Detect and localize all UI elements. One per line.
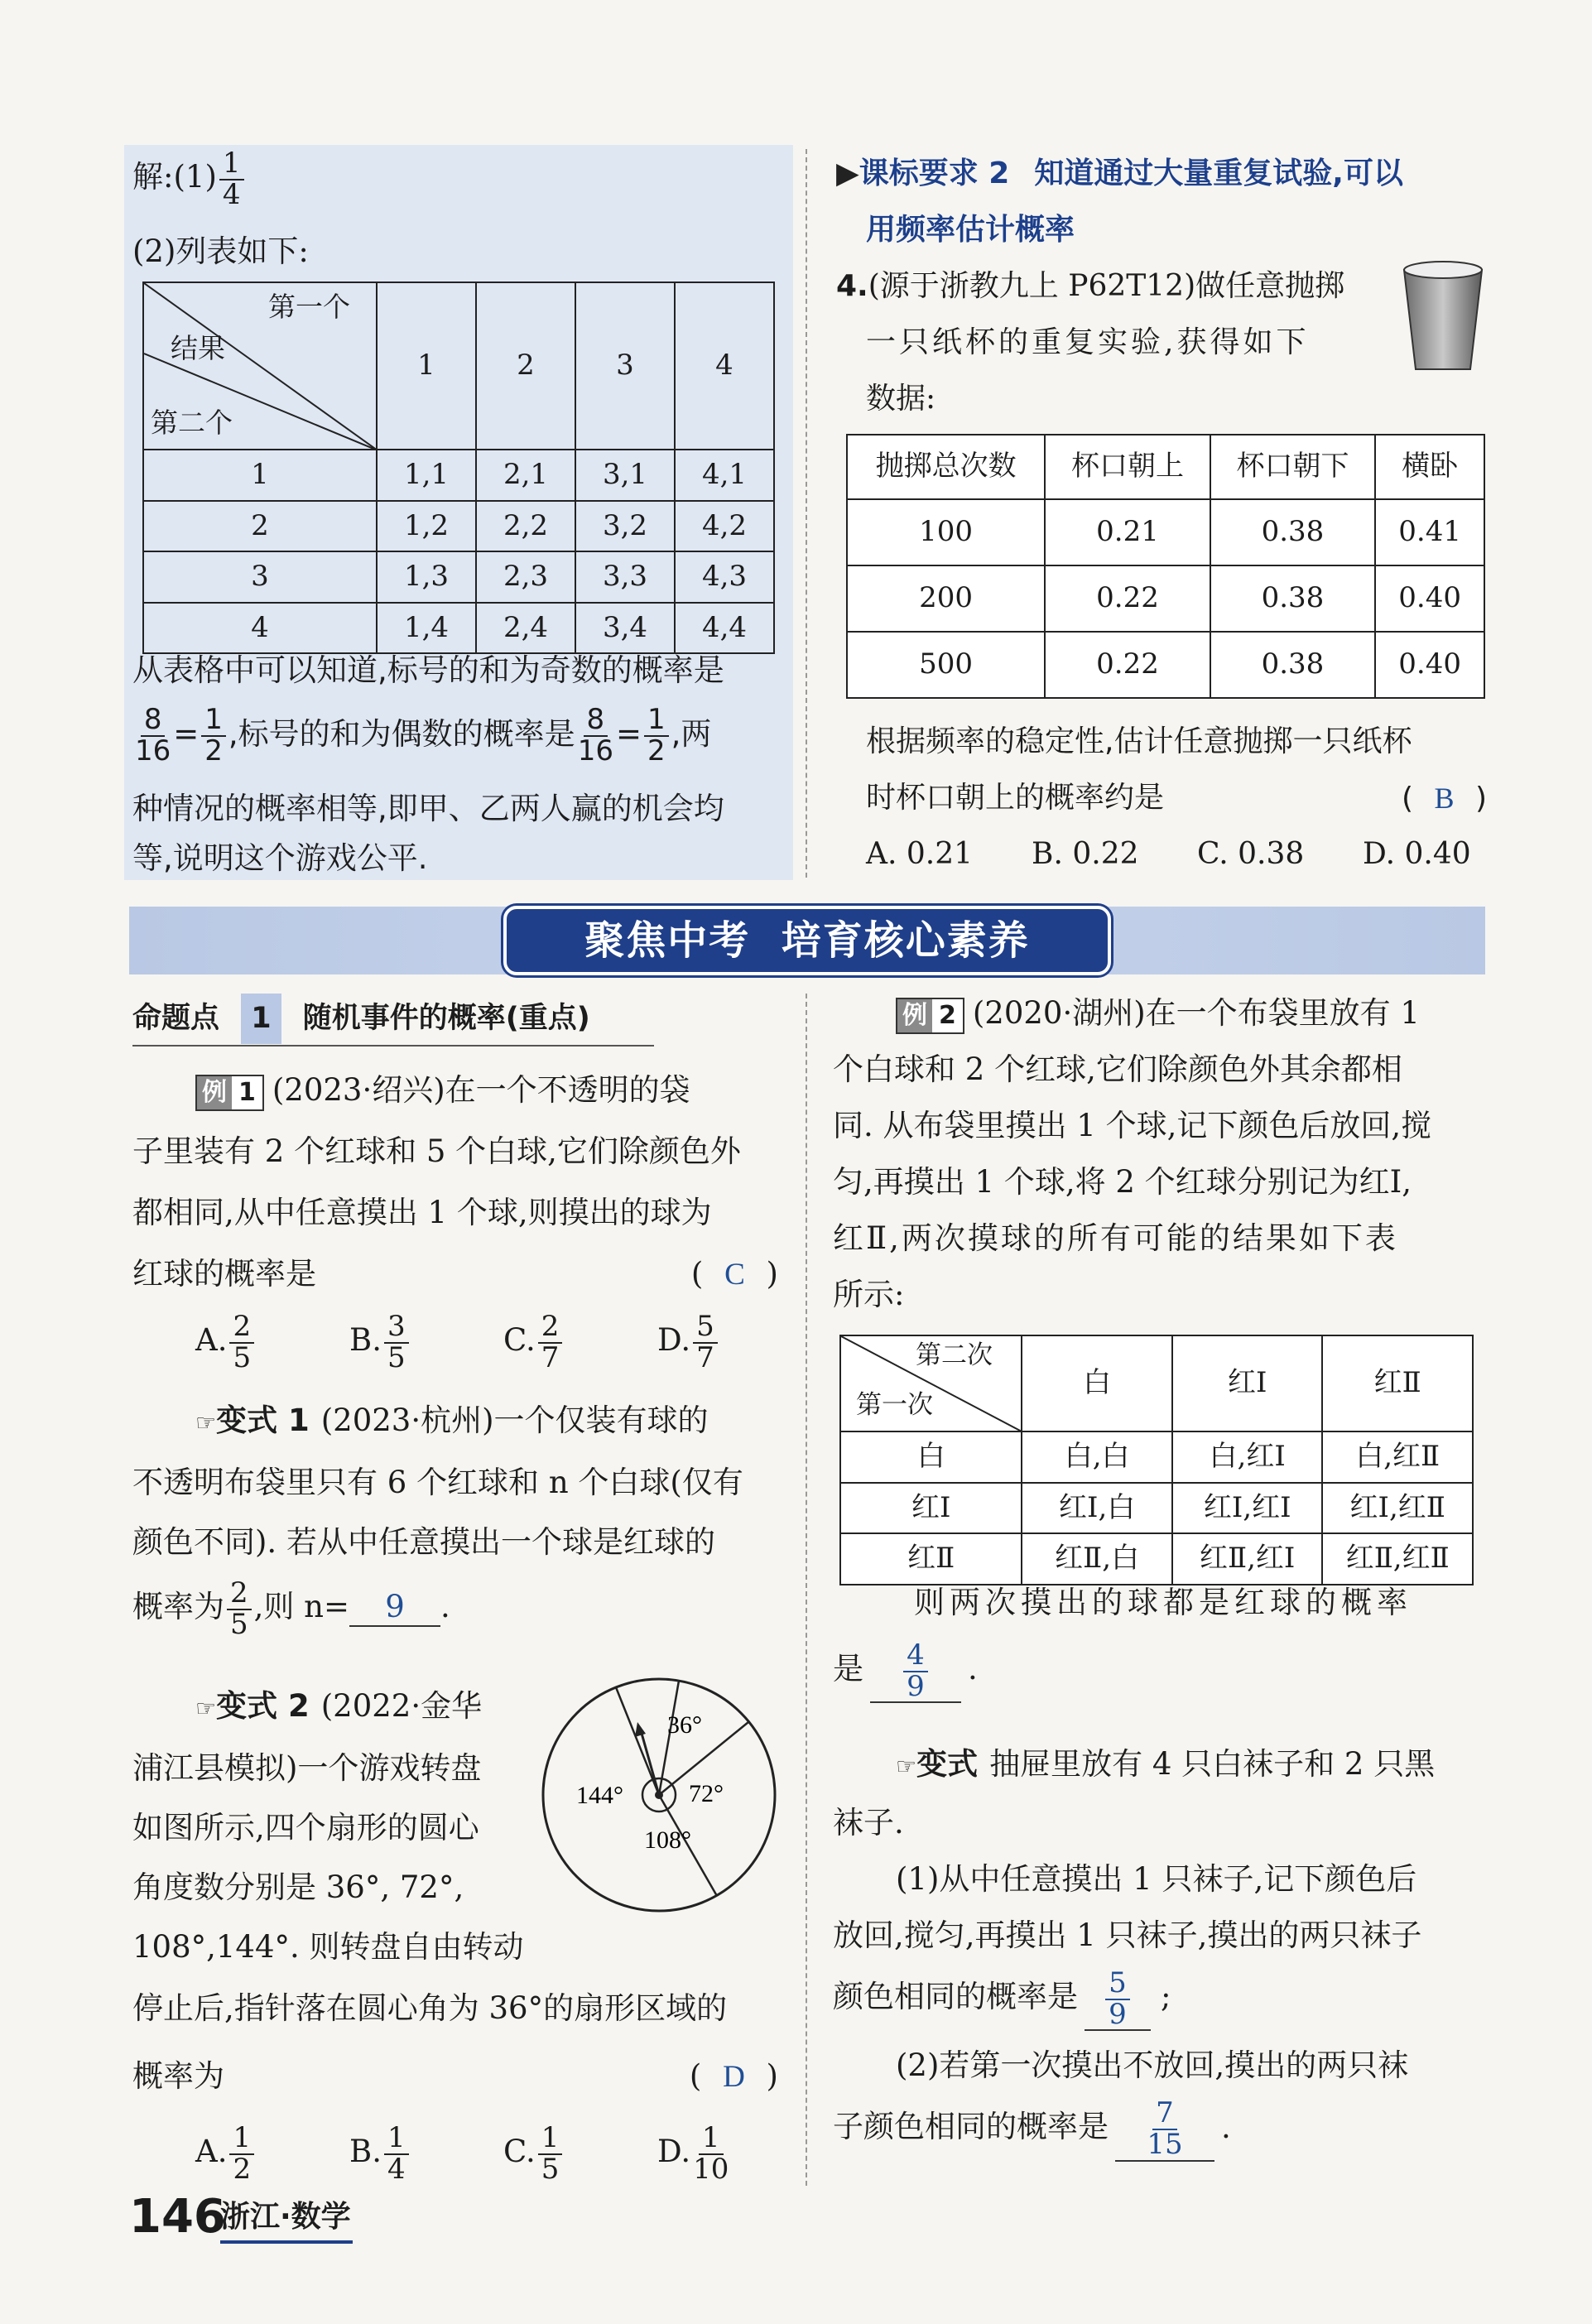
solution-part2-intro: (2)列表如下: xyxy=(132,233,309,269)
column-header: 杯口朝下 xyxy=(1210,435,1375,499)
table-cell: 红Ⅱ,白 xyxy=(1022,1533,1172,1585)
choice-c: C. $\frac{2}{7}$ xyxy=(503,1312,657,1373)
table-cell: 1,1 xyxy=(377,450,476,501)
choice-b: B. $\frac{3}{5}$ xyxy=(349,1312,503,1373)
answer-mark: D xyxy=(723,2060,745,2094)
choice-d: D. $\frac{1}{10}$ xyxy=(657,2121,729,2186)
column-header: 1 xyxy=(377,282,476,450)
spinner-label-144: 144° xyxy=(576,1782,623,1809)
fraction: $\frac{1}{4}$ xyxy=(219,149,244,209)
row-header: 红Ⅰ xyxy=(840,1483,1022,1534)
conclusion-line-4: 等,说明这个游戏公平. xyxy=(132,840,428,876)
choice-a: A. 0.21 xyxy=(866,837,974,871)
sum-table xyxy=(142,281,775,654)
table-cell: 4,2 xyxy=(675,501,774,552)
table-cell: 4,4 xyxy=(675,603,774,654)
table-cell: 0.40 xyxy=(1375,632,1484,698)
column-header: 横卧 xyxy=(1375,435,1484,499)
variant-2-choices xyxy=(195,2121,731,2186)
column-header: 抛掷总次数 xyxy=(847,435,1045,499)
table-cell: 1,4 xyxy=(377,603,476,654)
table-cell: 3,2 xyxy=(575,501,675,552)
table-corner-cell: 第二次 第一次 xyxy=(840,1335,1022,1431)
table-cell: 100 xyxy=(847,499,1045,565)
cup-table xyxy=(846,434,1485,699)
choice-c: C. 0.38 xyxy=(1197,837,1305,871)
table-cell: 2,2 xyxy=(476,501,575,552)
table-cell: 0.38 xyxy=(1210,565,1375,632)
table-cell: 白,红Ⅱ xyxy=(1322,1431,1473,1483)
column-divider xyxy=(806,149,807,878)
table-cell: 红Ⅰ,白 xyxy=(1022,1483,1172,1534)
row-header: 红Ⅱ xyxy=(840,1533,1022,1585)
row-header: 1 xyxy=(143,450,377,501)
triangle-marker-icon: ▶ xyxy=(836,156,859,190)
spinner-diagram xyxy=(535,1671,783,1919)
column-header: 2 xyxy=(476,282,575,450)
conclusion-line-3: 种情况的概率相等,即甲、乙两人赢的机会均 xyxy=(132,791,724,826)
solution-part1: 解:(1) $\frac{1}{4}$ xyxy=(132,149,247,209)
choice-b: B. $\frac{1}{4}$ xyxy=(349,2124,503,2184)
ball-table xyxy=(839,1335,1474,1585)
example-1: 例 1 (2023·绍兴)在一个不透明的袋 子里装有 2 个红球和 5 个白球,它们除颜色外 都相同,从中任意摸出 1 个球,则摸出的球为 红球的概率是 ( C ) xyxy=(132,1072,778,1292)
pointing-hand-icon: ☞ xyxy=(195,1695,217,1722)
ball-table-wrap xyxy=(839,1335,1474,1585)
question-4-text: 根据频率的稳定性,估计任意抛掷一只纸杯 时杯口朝上的概率约是 ( B ) xyxy=(866,724,1487,816)
table-row xyxy=(840,1431,1473,1483)
table-cell: 0.22 xyxy=(1045,565,1210,632)
section-banner-title: 聚焦中考 培育核心素养 xyxy=(503,906,1111,975)
table-row xyxy=(143,501,774,552)
row-header: 4 xyxy=(143,603,377,654)
example-tag: 例 2 xyxy=(896,998,964,1034)
table-row xyxy=(143,450,774,501)
example-2: 例 2 (2020·湖州)在一个布袋里放有 1 个白球和 2 个红球,它们除颜色外其余都相 同. 从布袋里摸出 1 个球,记下颜色后放回,搅 匀,再摸出 1 个球,将 2 个红球分别记为红Ⅰ, 红Ⅱ,两次摸球的所有可能的结果如下表 所示: xyxy=(833,995,1432,1312)
table-cell: 2,4 xyxy=(476,603,575,654)
variant-2-question: 停止后,指针落在圆心角为 36°的扇形区域的 概率为 ( D ) xyxy=(132,1990,778,2094)
requirement-heading: ▶课标要求 2 知道通过大量重复试验,可以 xyxy=(836,156,1403,190)
corner-mid: 结果 xyxy=(171,332,225,364)
question-4-choices xyxy=(866,828,1471,880)
choice-a: A. $\frac{2}{5}$ xyxy=(195,1312,349,1373)
table-cell: 3,4 xyxy=(575,603,675,654)
variant-socks: ☞变式 抽屉里放有 4 只白袜子和 2 只黑 袜子. (1)从中任意摸出 1 只袜子,记下颜色后 放回,搅匀,再摸出 1 只袜子,摸出的两只袜子 颜色相同的概率是 $\frac{5}{9}$ ; (2)若第一次摸出不放回,摸出的两只袜 子颜色相同的概率是 $\frac{7}{15}$ . xyxy=(833,1746,1436,2162)
table-cell: 1,3 xyxy=(377,551,476,603)
answer-blank: $\frac{7}{15}$ xyxy=(1115,2099,1214,2161)
table-row xyxy=(143,551,774,603)
table-cell: 500 xyxy=(847,632,1045,698)
table-cell: 200 xyxy=(847,565,1045,632)
table-cell: 3,3 xyxy=(575,551,675,603)
cup-table-wrap xyxy=(846,434,1485,699)
table-cell: 4,3 xyxy=(675,551,774,603)
row-header: 2 xyxy=(143,501,377,552)
answer-mark: C xyxy=(724,1258,745,1292)
requirement-heading-line2: 用频率估计概率 xyxy=(866,213,1075,247)
spinner-label-36: 36° xyxy=(667,1711,702,1739)
example-2-question: 则两次摸出的球都是红球的概率 是 $\frac{4}{9}$ . xyxy=(833,1585,1412,1703)
page-number: 146 xyxy=(129,2190,226,2244)
table-cell: 红Ⅱ,红Ⅱ xyxy=(1322,1533,1473,1585)
table-cell: 4,1 xyxy=(675,450,774,501)
conclusion-line-2: $\frac{8}{16}$ = $\frac{1}{2}$ ,标号的和为偶数的概率是 $\frac{8}{16}$ = $\frac{1}{2}$ ,两 xyxy=(135,703,712,767)
row-header: 3 xyxy=(143,551,377,603)
choice-b: B. 0.22 xyxy=(1032,837,1139,871)
table-cell: 白,红Ⅰ xyxy=(1172,1431,1323,1483)
paper-cup-icon xyxy=(1399,258,1487,374)
topic-number: 1 xyxy=(241,994,281,1044)
choice-d: D. 0.40 xyxy=(1363,837,1471,871)
footer-underline xyxy=(220,2240,353,2244)
table-corner-cell xyxy=(143,282,377,450)
table-cell: 红Ⅱ,红Ⅰ xyxy=(1172,1533,1323,1585)
column-divider xyxy=(806,994,807,2186)
pointing-hand-icon: ☞ xyxy=(195,1409,217,1436)
variant-2: ☞变式 2 (2022·金华 浦江县模拟)一个游戏转盘 如图所示,四个扇形的圆心 角度数分别是 36°, 72°, 108°,144°. 则转盘自由转动 xyxy=(132,1688,524,1965)
answer-blank: 9 xyxy=(349,1589,440,1627)
column-header: 3 xyxy=(575,282,675,450)
topic-heading: 命题点 1 随机事件的概率(重点) xyxy=(132,994,590,1044)
table-row xyxy=(847,632,1484,698)
table-cell: 0.22 xyxy=(1045,632,1210,698)
sum-table-wrap xyxy=(142,281,775,654)
question-4: 4.(源于浙教九上 P62T12)做任意抛掷 一只纸杯的重复实验,获得如下 数据: xyxy=(836,269,1345,416)
table-row xyxy=(847,565,1484,632)
table-cell: 1,2 xyxy=(377,501,476,552)
example-1-choices xyxy=(195,1312,720,1373)
column-header: 4 xyxy=(675,282,774,450)
table-row xyxy=(847,499,1484,565)
table-cell: 0.41 xyxy=(1375,499,1484,565)
answer-blank: $\frac{4}{9}$ xyxy=(870,1641,961,1703)
table-cell: 0.38 xyxy=(1210,632,1375,698)
corner-bottom: 第二个 xyxy=(151,407,233,439)
table-cell: 白,白 xyxy=(1022,1431,1172,1483)
table-cell: 红Ⅰ,红Ⅰ xyxy=(1172,1483,1323,1534)
column-header: 白 xyxy=(1022,1335,1172,1431)
column-header: 红Ⅰ xyxy=(1172,1335,1323,1431)
table-cell: 2,3 xyxy=(476,551,575,603)
column-header: 杯口朝上 xyxy=(1045,435,1210,499)
row-header: 白 xyxy=(840,1431,1022,1483)
variant-1: ☞变式 1 (2023·杭州)一个仅装有球的 不透明布袋里只有 6 个红球和 n 个白球(仅有 颜色不同). 若从中任意摸出一个球是红球的 概率为 $\frac{2}{5}$ ,则 n= 9 . xyxy=(132,1403,743,1641)
table-cell: 2,1 xyxy=(476,450,575,501)
table-cell: 0.40 xyxy=(1375,565,1484,632)
choice-a: A. $\frac{1}{2}$ xyxy=(195,2124,349,2184)
answer-mark: B xyxy=(1434,782,1455,815)
topic-underline xyxy=(132,1045,654,1047)
example-tag: 例 1 xyxy=(195,1075,264,1111)
corner-top: 第一个 xyxy=(268,291,350,323)
table-row xyxy=(840,1483,1473,1534)
conclusion-line-1: 从表格中可以知道,标号的和为奇数的概率是 xyxy=(132,652,724,688)
column-header: 红Ⅱ xyxy=(1322,1335,1473,1431)
table-cell: 3,1 xyxy=(575,450,675,501)
pointing-hand-icon: ☞ xyxy=(896,1753,917,1780)
spinner-label-72: 72° xyxy=(689,1780,724,1807)
choice-d: D. $\frac{5}{7}$ xyxy=(657,1312,720,1373)
answer-blank: $\frac{5}{9}$ xyxy=(1085,1969,1151,2031)
footer-label: 浙江·数学 xyxy=(220,2200,351,2234)
table-cell: 0.38 xyxy=(1210,499,1375,565)
spinner-label-108: 108° xyxy=(644,1826,691,1854)
table-cell: 红Ⅰ,红Ⅱ xyxy=(1322,1483,1473,1534)
choice-c: C. $\frac{1}{5}$ xyxy=(503,2124,657,2184)
table-cell: 0.21 xyxy=(1045,499,1210,565)
